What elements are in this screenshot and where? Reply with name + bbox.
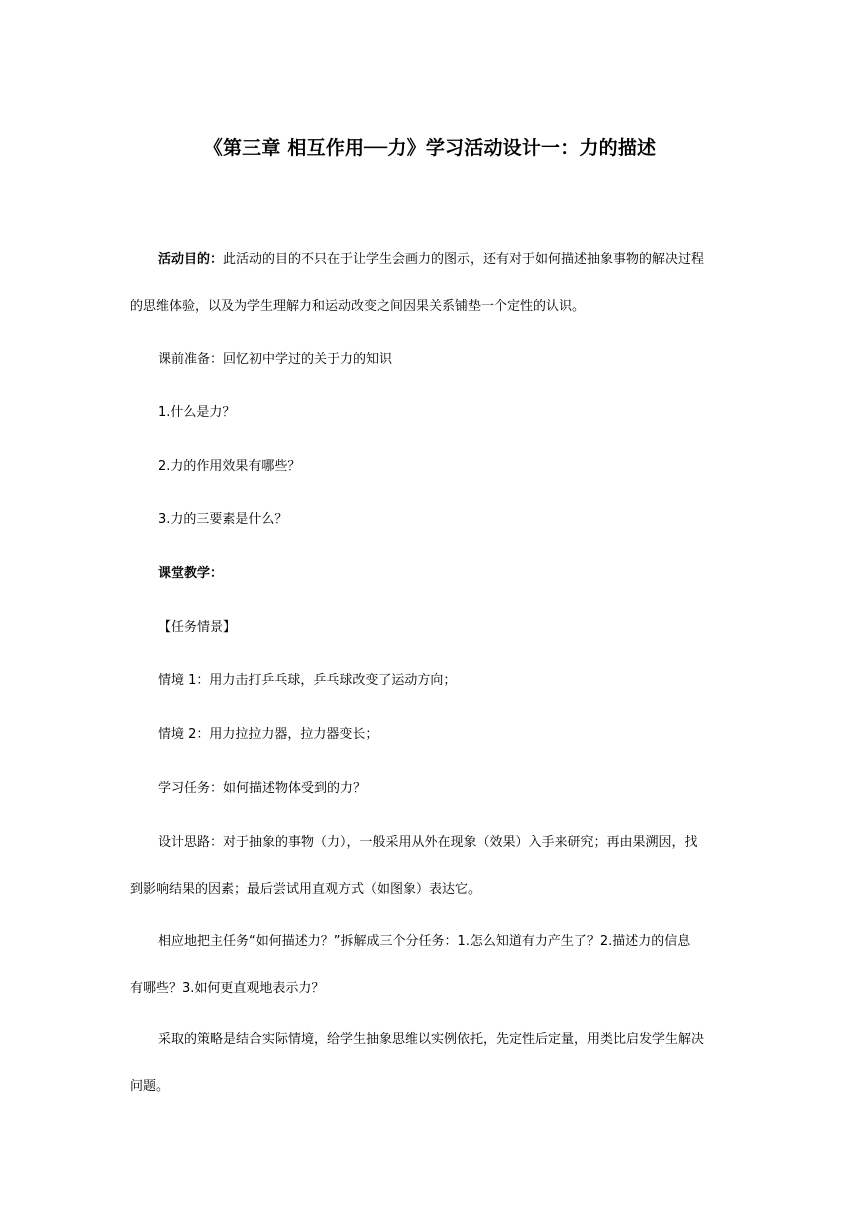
decomposition-paragraph [130,918,730,1012]
decomposition-line-2: 有哪些？3.如何更直观地表示力？ [130,981,325,996]
scenario-2: 情境 2：用力拉拉力器，拉力器变长； [158,727,379,742]
purpose-label: 活动目的： [158,252,224,267]
question-1: 1.什么是力？ [158,405,236,420]
document-title: 《第三章 相互作用──力》学习活动设计一：力的描述 [203,137,657,159]
decomposition-line-1: 相应地把主任务“如何描述力？”拆解成三个分任务：1.怎么知道有力产生了？2.描述力的信息 [158,934,691,949]
strategy-line-1: 采取的策略是结合实际情境，给学生抽象思维以实例依托，先定性后定量，用类比启发学生解决 [158,1032,705,1047]
scenario-1: 情境 1：用力击打乒乓球，乒乓球改变了运动方向； [158,673,457,688]
design-thinking-line-1: 设计思路：对于抽象的事物（力），一般采用从外在现象（效果）入手来研究；再由果溯因，找 [158,835,698,850]
design-thinking-paragraph [130,819,730,913]
question-2: 2.力的作用效果有哪些？ [158,459,301,474]
learning-task: 学习任务：如何描述物体受到的力？ [158,781,367,796]
strategy-paragraph [130,1016,730,1110]
purpose-line-1 [130,236,730,283]
purpose-line-2: 的思维体验，以及为学生理解力和运动改变之间因果关系铺垫一个定性的认识。 [130,299,586,314]
purpose-paragraph [130,236,730,330]
prep-paragraph: 课前准备：回忆初中学过的关于力的知识 [158,352,393,367]
task-heading: 【任务情景】 [158,620,237,635]
classroom-heading: 课堂教学： [158,566,224,581]
design-thinking-line-2: 到影响结果的因素；最后尝试用直观方式（如图象）表达它。 [130,882,482,897]
strategy-line-2: 问题。 [130,1079,170,1094]
purpose-text-1: 此活动的目的不只在于让学生会画力的图示，还有对于如何描述抽象事物的解决过程 [223,252,705,267]
question-3: 3.力的三要素是什么？ [158,512,288,527]
